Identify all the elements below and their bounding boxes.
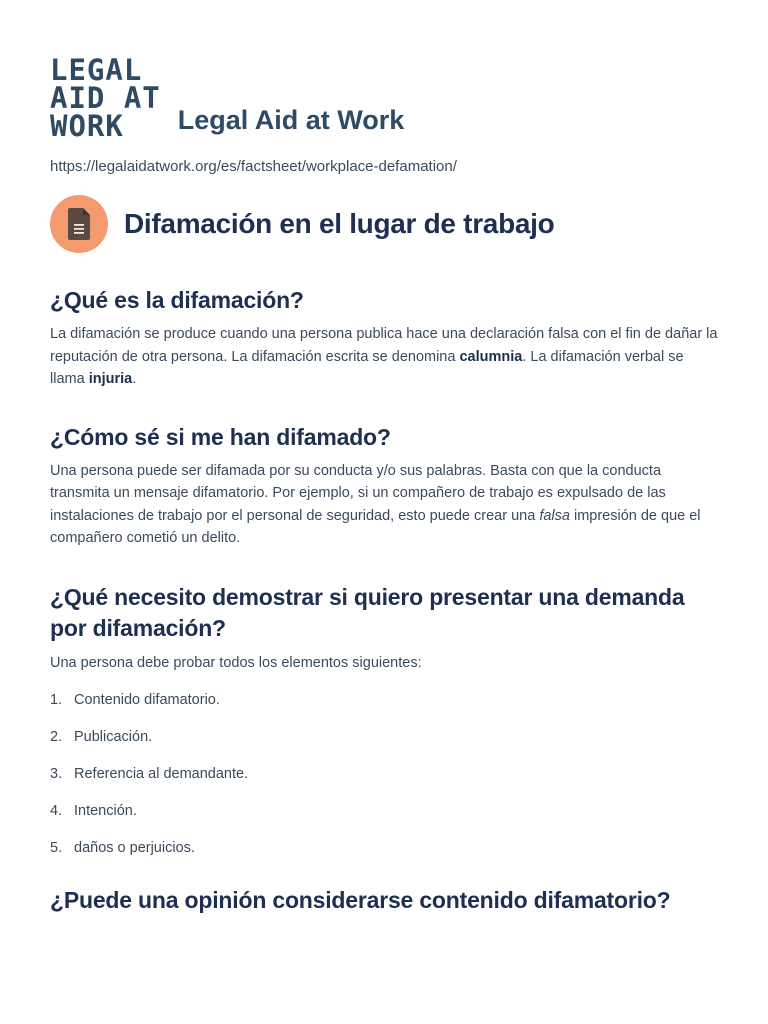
brand-name: Legal Aid at Work <box>177 105 405 135</box>
list-item <box>50 692 720 729</box>
list-item-text: Contenido difamatorio. <box>74 692 220 708</box>
paragraph-text: impresión de que el compañero cometió un delito. <box>50 507 701 546</box>
document-icon <box>66 207 92 241</box>
requirements-list <box>50 692 720 877</box>
list-item <box>50 803 720 840</box>
section-paragraph <box>50 323 720 391</box>
list-item-text: Publicación. <box>74 729 153 745</box>
term-injuria: injuria <box>88 371 133 387</box>
title-row <box>50 195 720 253</box>
list-item-text: daños o perjuicios. <box>74 840 195 856</box>
brand-header <box>50 52 720 143</box>
list-item <box>50 840 720 877</box>
emphasis-falsa: falsa <box>539 507 570 524</box>
list-number: 1. <box>50 692 63 708</box>
section-paragraph <box>50 460 720 550</box>
document-icon-badge <box>50 195 108 253</box>
list-item-text: Intención. <box>74 803 137 819</box>
paragraph-text: La difamación se produce cuando una persona publica hace una declaración falsa con el fin de dañar la reputación de otra persona. La difamación escrita se denomina <box>50 326 718 365</box>
page-title: Difamación en el lugar de trabajo <box>124 208 555 239</box>
list-number: 4. <box>50 803 63 819</box>
list-number: 2. <box>50 729 63 745</box>
section-heading: ¿Qué es la difamación? <box>50 287 304 313</box>
list-number: 5. <box>50 840 63 856</box>
section-paragraph: Una persona debe probar todos los elementos siguientes: <box>50 654 422 671</box>
section-heading: ¿Cómo sé si me han difamado? <box>50 423 391 450</box>
list-number: 3. <box>50 766 63 782</box>
section-heading: ¿Puede una opinión considerarse contenido difamatorio? <box>50 887 671 913</box>
paragraph-text: . <box>132 371 137 387</box>
logo-line-1: LEGAL <box>50 53 143 87</box>
legal-aid-at-work-logo[interactable] <box>50 53 161 143</box>
section-heading: ¿Qué necesito demostrar si quiero presentar una demanda por difamación? <box>50 583 685 641</box>
logo-line-3: WORK <box>50 109 124 143</box>
source-url[interactable]: https://legalaidatwork.org/es/factsheet/workplace-defamation/ <box>50 158 457 175</box>
list-item <box>50 729 720 766</box>
list-item-text: Referencia al demandante. <box>74 766 249 782</box>
page <box>50 52 720 916</box>
logo-line-2: AID AT <box>50 81 161 115</box>
paragraph-text: . La difamación verbal se llama <box>50 348 684 387</box>
term-calumnia: calumnia <box>459 348 523 365</box>
paragraph-text: Una persona puede ser difamada por su conducta y/o sus palabras. Basta con que la conducta transmita un mensaje difamatorio. Por ejemplo, si un compañero de trabajo es expulsado de las instalaciones de trabajo por el personal de seguridad, esto puede crear una <box>50 462 666 524</box>
list-item <box>50 766 720 803</box>
